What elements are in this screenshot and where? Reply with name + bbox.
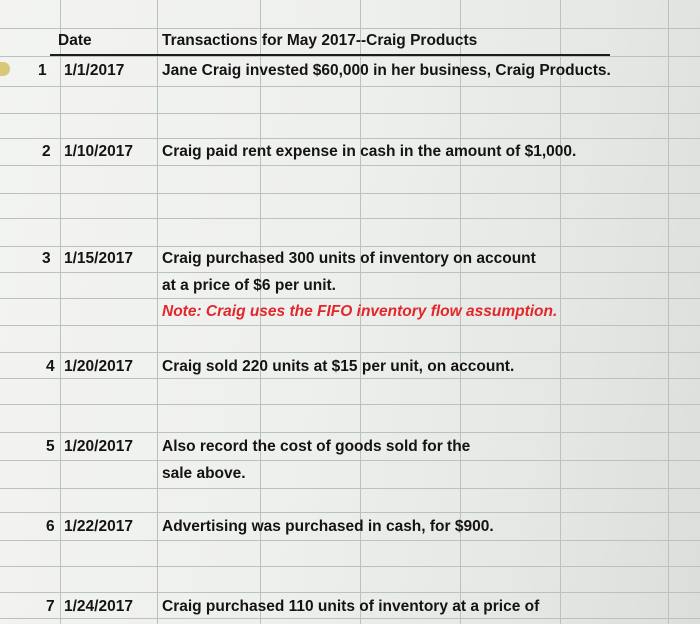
transaction-description: Advertising was purchased in cash, for $900. — [162, 518, 494, 535]
grid-row-line — [0, 378, 700, 379]
grid-row-line — [0, 165, 700, 166]
row-number: 6 — [46, 518, 55, 535]
grid-row-line — [0, 352, 700, 353]
transaction-description: Craig purchased 300 units of inventory on account — [162, 250, 536, 267]
transaction-date: 1/15/2017 — [64, 250, 133, 267]
row-number: 5 — [46, 438, 55, 455]
grid-row-line — [0, 113, 700, 114]
date-column-header: Date — [58, 32, 92, 49]
grid-row-line — [0, 28, 700, 29]
row-number: 1 — [38, 62, 47, 79]
grid-col-line — [157, 0, 158, 624]
grid-row-line — [0, 404, 700, 405]
grid-row-line — [0, 512, 700, 513]
grid-col-line — [560, 0, 561, 624]
transaction-description: Jane Craig invested $60,000 in her business, Craig Products. — [162, 62, 611, 79]
transaction-date: 1/1/2017 — [64, 62, 125, 79]
grid-row-line — [0, 540, 700, 541]
grid-col-line — [668, 0, 669, 624]
grid-row-line — [0, 86, 700, 87]
row-selection-marker — [0, 62, 10, 76]
grid-row-line — [0, 325, 700, 326]
fifo-note: Note: Craig uses the FIFO inventory flow assumption. — [162, 303, 558, 320]
row-number: 2 — [42, 143, 51, 160]
grid-row-line — [0, 193, 700, 194]
grid-row-line — [0, 272, 700, 273]
grid-row-line — [0, 488, 700, 489]
transaction-date: 1/10/2017 — [64, 143, 133, 160]
grid-col-line — [60, 0, 61, 624]
transaction-date: 1/20/2017 — [64, 438, 133, 455]
grid-row-line — [0, 566, 700, 567]
grid-row-line — [0, 246, 700, 247]
transaction-description: Craig paid rent expense in cash in the amount of $1,000. — [162, 143, 577, 160]
transactions-column-header: Transactions for May 2017--Craig Products — [162, 32, 478, 49]
row-number: 3 — [42, 250, 51, 267]
grid-row-line — [0, 56, 700, 57]
transaction-description-continued: sale above. — [162, 465, 246, 482]
grid-row-line — [0, 432, 700, 433]
row-number: 4 — [46, 358, 55, 375]
transaction-date: 1/20/2017 — [64, 358, 133, 375]
transaction-description: Craig purchased 110 units of inventory at a price of — [162, 598, 540, 615]
grid-row-line — [0, 138, 700, 139]
grid-row-line — [0, 298, 700, 299]
header-underline — [50, 54, 610, 56]
transaction-description: Also record the cost of goods sold for the — [162, 438, 471, 455]
grid-row-line — [0, 218, 700, 219]
transaction-date: 1/22/2017 — [64, 518, 133, 535]
transaction-date: 1/24/2017 — [64, 598, 133, 615]
transaction-description-continued: at a price of $6 per unit. — [162, 277, 336, 294]
row-number: 7 — [46, 598, 55, 615]
transaction-description: Craig sold 220 units at $15 per unit, on account. — [162, 358, 515, 375]
grid-row-line — [0, 618, 700, 619]
grid-row-line — [0, 592, 700, 593]
grid-row-line — [0, 460, 700, 461]
